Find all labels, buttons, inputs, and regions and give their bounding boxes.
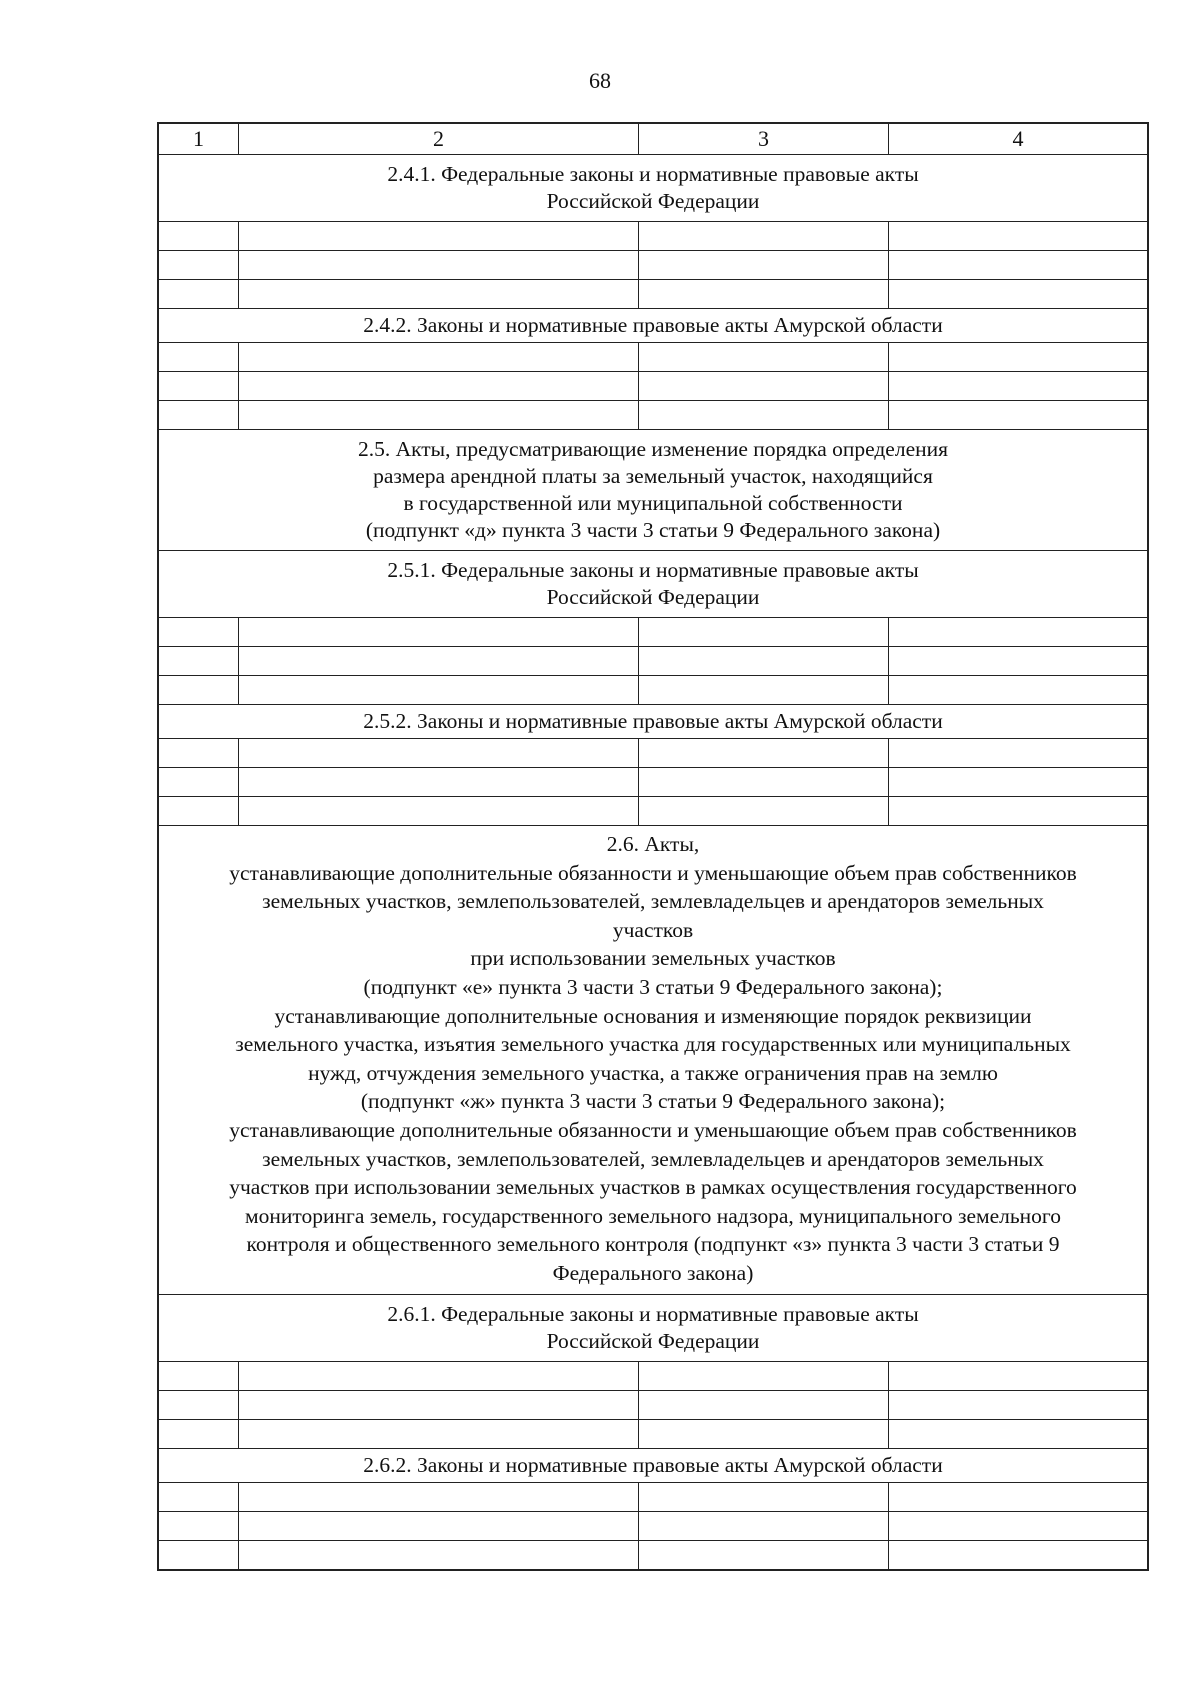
section-heading-line: контроля и общественного земельного контроля (подпункт «з» пункта 3 части 3 статьи 9 (246, 1232, 1060, 1257)
table-cell-empty (889, 618, 1147, 646)
section-heading-line: в государственной или муниципальной собственности (403, 491, 903, 515)
table-cell-empty (159, 251, 239, 279)
section-heading-s25 (159, 430, 1147, 551)
table-cell-empty (159, 1420, 239, 1448)
section-heading-s241 (159, 155, 1147, 222)
section-heading-s252 (159, 705, 1147, 739)
table-cell-empty (889, 739, 1147, 767)
table-cell-empty (889, 676, 1147, 704)
table-cell-empty (889, 647, 1147, 675)
header-cell-1: 1 (159, 124, 239, 154)
table-cell-empty (639, 647, 889, 675)
section-heading-line: Российской Федерации (546, 585, 760, 609)
section-heading-line: Российской Федерации (546, 1328, 760, 1353)
table-row (159, 280, 1147, 309)
table-row (159, 222, 1147, 251)
table-cell-empty (889, 280, 1147, 308)
table-cell-empty (889, 1483, 1147, 1511)
header-cell-3: 3 (639, 124, 889, 154)
section-heading-line: 2.6.1. Федеральные законы и нормативные правовые акты (387, 1301, 919, 1326)
table-cell-empty (639, 372, 889, 400)
table-row (159, 768, 1147, 797)
section-heading-line: нужд, отчуждения земельного участка, а также ограничения прав на землю (308, 1060, 998, 1085)
table-cell-empty (239, 768, 639, 796)
section-heading-line: участков (612, 917, 694, 942)
table-cell-empty (159, 676, 239, 704)
table-cell-empty (639, 676, 889, 704)
table-cell-empty (159, 222, 239, 250)
table-row (159, 647, 1147, 676)
table-cell-empty (639, 1362, 889, 1390)
section-heading-s242 (159, 309, 1147, 343)
table-cell-empty (889, 343, 1147, 371)
table-cell-empty (239, 676, 639, 704)
table-cell-empty (159, 1541, 239, 1569)
table-cell-empty (159, 768, 239, 796)
table-cell-empty (239, 1362, 639, 1390)
table-cell-empty (889, 1420, 1147, 1448)
table-cell-empty (639, 797, 889, 825)
table-cell-empty (159, 343, 239, 371)
table-cell-empty (239, 1512, 639, 1540)
table-cell-empty (639, 222, 889, 250)
section-heading-line: земельных участков, землепользователей, землевладельцев и арендаторов земельных (262, 1146, 1044, 1171)
section-heading-line: размера арендной платы за земельный участок, находящийся (373, 464, 933, 488)
section-heading-line: 2.5.2. Законы и нормативные правовые акты Амурской области (363, 709, 943, 733)
table-cell-empty (159, 739, 239, 767)
table-cell-empty (159, 372, 239, 400)
table-cell-empty (889, 372, 1147, 400)
table-cell-empty (639, 739, 889, 767)
table-row (159, 676, 1147, 705)
table-cell-empty (159, 797, 239, 825)
table-row (159, 1391, 1147, 1420)
table-row (159, 797, 1147, 826)
table-header-row (159, 124, 1147, 155)
table-cell-empty (239, 343, 639, 371)
table-cell-empty (239, 251, 639, 279)
table-cell-empty (889, 797, 1147, 825)
table-cell-empty (889, 768, 1147, 796)
section-heading-line: 2.4.2. Законы и нормативные правовые акты Амурской области (363, 313, 943, 337)
table-cell-empty (239, 1483, 639, 1511)
table-cell-empty (239, 280, 639, 308)
table-cell-empty (889, 222, 1147, 250)
table-row (159, 372, 1147, 401)
section-heading-line: устанавливающие дополнительные обязанности и уменьшающие объем прав собственников (229, 860, 1077, 885)
table-cell-empty (159, 1512, 239, 1540)
table-cell-empty (239, 739, 639, 767)
table-cell-empty (159, 1483, 239, 1511)
table-cell-empty (239, 647, 639, 675)
section-heading-line: участков при использовании земельных участков в рамках осуществления государственного (229, 1175, 1077, 1200)
section-heading-line: при использовании земельных участков (470, 946, 836, 971)
table-cell-empty (639, 401, 889, 429)
table-cell-empty (159, 401, 239, 429)
table-cell-empty (889, 401, 1147, 429)
table-row (159, 1362, 1147, 1391)
legal-acts-table (157, 122, 1149, 1571)
section-heading-s251 (159, 551, 1147, 618)
header-cell-4: 4 (1012, 126, 1024, 151)
section-heading-line: 2.5.1. Федеральные законы и нормативные правовые акты (387, 558, 919, 582)
section-heading-line: мониторинга земель, государственного земельного надзора, муниципального земельного (245, 1203, 1061, 1228)
table-cell-empty (889, 1512, 1147, 1540)
table-row (159, 1420, 1147, 1449)
table-cell-empty (239, 401, 639, 429)
table-cell-empty (889, 1362, 1147, 1390)
table-cell-empty (889, 1391, 1147, 1419)
table-cell-empty (889, 1541, 1147, 1569)
table-cell-empty (639, 1541, 889, 1569)
table-cell-empty (159, 280, 239, 308)
section-heading-line: Российской Федерации (546, 189, 760, 213)
table-cell-empty (239, 1391, 639, 1419)
table-cell-empty (639, 280, 889, 308)
section-heading-line: устанавливающие дополнительные обязанности и уменьшающие объем прав собственников (229, 1117, 1077, 1142)
table-cell-empty (159, 1391, 239, 1419)
section-heading-line: устанавливающие дополнительные основания и изменяющие порядок реквизиции (274, 1003, 1032, 1028)
table-cell-empty (239, 1420, 639, 1448)
header-cell-2: 2 (239, 124, 639, 154)
table-cell-empty (239, 618, 639, 646)
table-cell-empty (639, 343, 889, 371)
section-heading-line: земельного участка, изъятия земельного участка для государственных или муниципальных (235, 1032, 1071, 1057)
section-heading-line: (подпункт «е» пункта 3 части 3 статьи 9 Федерального закона); (363, 974, 943, 999)
table-cell-empty (639, 768, 889, 796)
table-cell-empty (159, 1362, 239, 1390)
section-heading-s261 (159, 1295, 1147, 1362)
table-cell-empty (239, 1541, 639, 1569)
section-heading-line: 2.4.1. Федеральные законы и нормативные правовые акты (387, 162, 919, 186)
table-row (159, 1541, 1147, 1569)
table-cell-empty (639, 1420, 889, 1448)
section-heading-line: (подпункт «ж» пункта 3 части 3 статьи 9 Федерального закона); (360, 1089, 946, 1114)
table-cell-empty (889, 251, 1147, 279)
page-number: 68 (589, 68, 611, 93)
table-cell-empty (639, 1512, 889, 1540)
table-row (159, 1512, 1147, 1541)
table-cell-empty (239, 372, 639, 400)
table-cell-empty (239, 222, 639, 250)
table-cell-empty (239, 797, 639, 825)
table-row (159, 401, 1147, 430)
table-row (159, 739, 1147, 768)
section-heading-line: (подпункт «д» пункта 3 части 3 статьи 9 Федерального закона) (365, 518, 941, 542)
section-heading-line: земельных участков, землепользователей, землевладельцев и арендаторов земельных (262, 889, 1044, 914)
table-row (159, 618, 1147, 647)
table-cell-empty (639, 1483, 889, 1511)
table-cell-empty (159, 618, 239, 646)
table-row (159, 251, 1147, 280)
section-heading-s262 (159, 1449, 1147, 1483)
section-heading-line: 2.6. Акты, (606, 832, 700, 856)
table-cell-empty (639, 618, 889, 646)
table-cell-empty (639, 1391, 889, 1419)
section-heading-line: Федерального закона) (552, 1260, 754, 1285)
table-cell-empty (159, 647, 239, 675)
table-row (159, 1483, 1147, 1512)
section-heading-s26 (159, 826, 1147, 1295)
section-heading-line: 2.5. Акты, предусматривающие изменение порядка определения (357, 437, 949, 461)
section-heading-line: 2.6.2. Законы и нормативные правовые акты Амурской области (363, 1452, 943, 1477)
table-cell-empty (639, 251, 889, 279)
table-row (159, 343, 1147, 372)
